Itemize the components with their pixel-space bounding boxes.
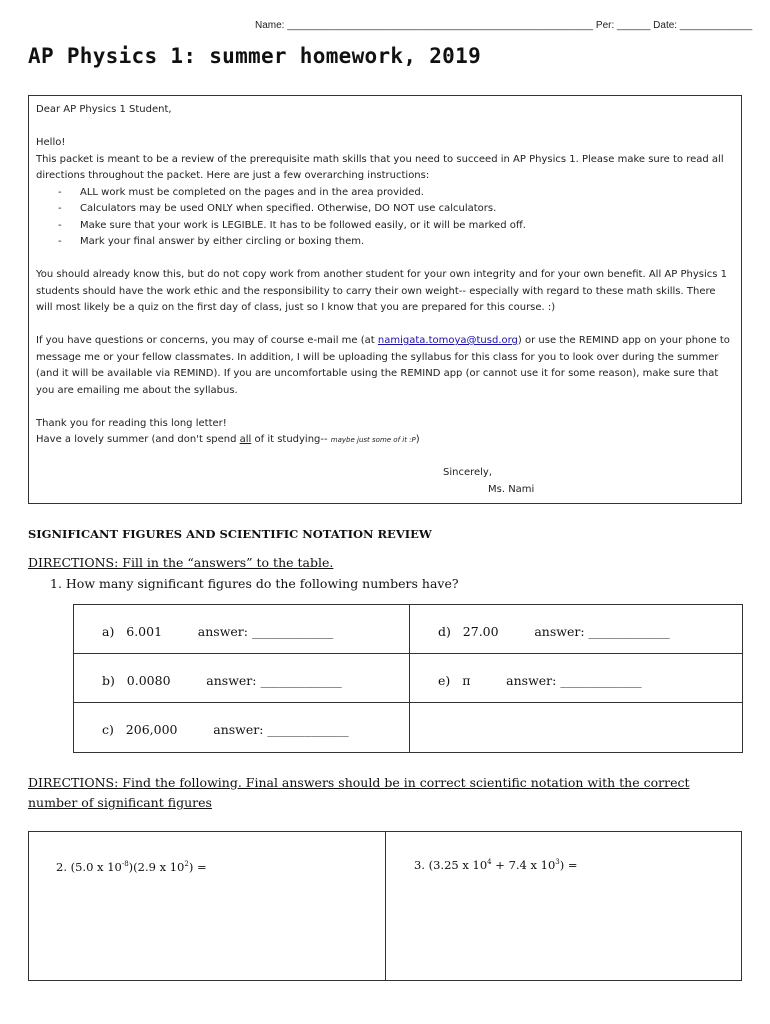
instruction-bullet: - ALL work must be completed on the pages and in the area provided. — [58, 186, 424, 198]
directions-table: DIRECTIONS: Fill in the “answers” to the table. — [28, 555, 334, 570]
email-link[interactable]: namigata.tomoya@tusd.org — [377, 335, 518, 346]
name-per-date-line: Name: _______________________________________________________ Per: ______ Date: _____________ — [255, 20, 753, 31]
page-title: AP Physics 1: summer homework, 2019 — [28, 44, 482, 68]
instruction-bullet: - Mark your final answer by either circling or boxing them. — [58, 236, 365, 247]
sig-fig-item-e[interactable]: e) π answer: _____________ — [410, 654, 742, 703]
instruction-bullet: - Calculators may be used ONLY when specified. Otherwise, DO NOT use calculators. — [58, 203, 497, 214]
letter-integrity-paragraph: You should already know this, but do not copy work from another student for your own integrity and for your own benefit. All AP Physics 1 students should have the work ethic and the responsibility to carry their own weight-- especially with regard to these math skills. There will most likely be a quiz on the first day of class, just so I know that you are prepared for this course. :) — [36, 269, 727, 313]
directions-sci-notation: DIRECTIONS: Find the following. Final answers should be in correct scientific notation with the correct number of significant figures — [28, 775, 690, 810]
sig-fig-item-d[interactable]: d) 27.00 answer: _____________ — [410, 605, 742, 654]
question-1: 1. How many significant figures do the following numbers have? — [50, 576, 459, 591]
sig-fig-item-c[interactable]: c) 206,000 answer: _____________ — [74, 703, 410, 752]
question-2-cell[interactable]: 2. (5.0 x $10^{-8})(2.9$ x $10^2$) = — [29, 832, 386, 980]
instruction-bullet: - Make sure that your work is LEGIBLE. It has to be followed easily, or it will be marked off. — [58, 219, 526, 231]
letter-greeting: Dear AP Physics 1 Student, — [36, 104, 172, 115]
letter-thanks: Thank you for reading this long letter! — [36, 417, 227, 429]
empty-cell — [410, 703, 742, 752]
welcome-letter — [28, 95, 742, 504]
sig-fig-table — [73, 604, 743, 753]
letter-sincerely: Sincerely, — [443, 467, 493, 478]
sci-notation-table — [28, 831, 742, 981]
letter-contact-paragraph: If you have questions or concerns, you may of course e-mail me (at namigata.tomoya@tusd.org) or use the REMIND app on your phone to message me or your fellow classmates. In addition, I will be uploading the syllabus for this class for you to look over during the summer (and it will be available via REMIND). If you are uncomfortable using the REMIND app (or cannot use it for some reason), make sure that you are emailing me about the syllabus. — [36, 335, 730, 396]
question-3-cell[interactable]: 3. (3.25 x $10^4 + 7.4$ x $10^3$) = — [414, 858, 578, 872]
letter-closing: Have a lovely summer (and don't spend all of it studying-- maybe just some of it :P) — [36, 434, 420, 445]
sig-fig-item-a[interactable]: a) 6.001 answer: _____________ — [74, 605, 410, 654]
sig-fig-item-b[interactable]: b) 0.0080 answer: _____________ — [74, 654, 410, 703]
section-heading: SIGNIFICANT FIGURES AND SCIENTIFIC NOTATION REVIEW — [28, 527, 432, 541]
letter-intro: This packet is meant to be a review of the prerequisite math skills that you need to succeed in AP Physics 1. Please make sure to read all directions throughout the packet. Here are just a few overarching instructions: — [36, 153, 724, 181]
letter-signature: Ms. Nami — [488, 483, 535, 495]
letter-hello: Hello! — [36, 137, 66, 148]
